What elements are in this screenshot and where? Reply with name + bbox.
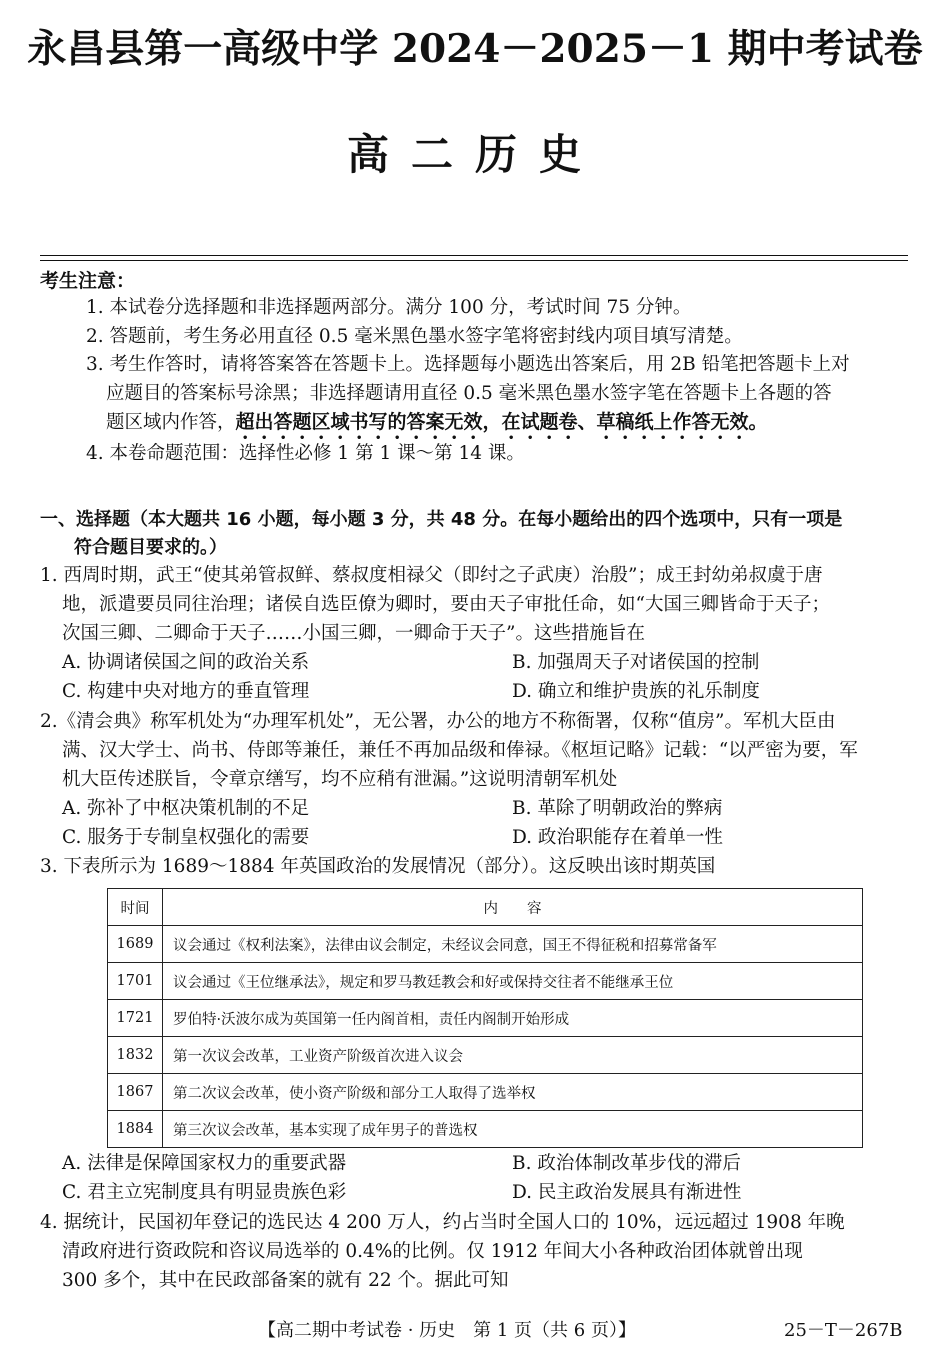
q1-stem-line-2: 地，派遣要员同往治理；诸侯自选臣僚为卿时，要由天子审批任命，如“大国三卿皆命于天子；	[62, 594, 830, 615]
q3-option-d: D. 民主政治发展具有渐进性	[512, 1182, 742, 1203]
q4-stem-line-2: 清政府进行资政院和咨议局选举的 0.4%的比例。仅 1912 年间大小各种政治团体就曾出现	[62, 1241, 803, 1262]
q3-option-b: B. 政治体制改革步伐的滞后	[512, 1153, 741, 1174]
exam-code: 25－T－267B	[784, 1320, 903, 1341]
q3-option-a: A. 法律是保障国家权力的重要武器	[62, 1153, 347, 1174]
table-cell-content: 议会通过《王位继承法》，规定和罗马教廷教会和好或保持交往者不能继承王位	[163, 963, 863, 1000]
q2-stem-line-1: 2.《清会典》称军机处为“办理军机处”，无公署，办公的地方不称衙署，仅称“值房”。军机大臣由	[40, 711, 836, 732]
q2-option-b: B. 革除了明朝政治的弊病	[512, 798, 723, 819]
notice-heading: 考生注意：	[40, 270, 136, 292]
q3-option-c: C. 君主立宪制度具有明显贵族色彩	[62, 1182, 347, 1203]
table-cell-year: 1884	[108, 1111, 163, 1148]
section-heading-line-2: 符合题目要求的。）	[74, 537, 227, 558]
table-row	[108, 963, 863, 1000]
table-cell-content: 议会通过《权利法案》，法律由议会制定，未经议会同意，国王不得征税和招募常备军	[163, 926, 863, 963]
q2-stem-line-2: 满、汉大学士、尚书、侍郎等兼任，兼任不再加品级和俸禄。《枢垣记略》记载：“以严密为要，军	[62, 740, 858, 761]
q2-option-c: C. 服务于专制皇权强化的需要	[62, 827, 310, 848]
section-heading-line-1: 一、选择题（本大题共 16 小题，每小题 3 分，共 48 分。在每小题给出的四个选项中，只有一项是	[40, 509, 843, 530]
notice-item-3-line-2: 应题目的答案标号涂黑；非选择题请用直径 0.5 毫米黑色墨水签字笔在答题卡上各题的答	[106, 383, 832, 404]
notice-item-2: 2. 答题前，考生务必用直径 0.5 毫米黑色墨水签字笔将密封线内项目填写清楚。	[86, 326, 743, 347]
table-header-row	[108, 889, 863, 926]
table-cell-content: 罗伯特·沃波尔成为英国第一任内阁首相，责任内阁制开始形成	[163, 1000, 863, 1037]
table-row	[108, 926, 863, 963]
table-cell-year: 1832	[108, 1037, 163, 1074]
notice-item-1: 1. 本试卷分选择题和非选择题两部分。满分 100 分，考试时间 75 分钟。	[86, 297, 692, 318]
q1-stem-line-1: 1. 西周时期，武王“使其弟管叔鲜、蔡叔度相禄父（即纣之子武庚）治殷”；成王封幼弟叔虞于唐	[40, 565, 823, 586]
table-cell-year: 1721	[108, 1000, 163, 1037]
notice-item-3-plain: 题区域内作答，	[106, 412, 236, 433]
page-footer: 【高二期中考试卷 · 历史 第 1 页（共 6 页）】	[258, 1320, 636, 1341]
q1-option-c: C. 构建中央对地方的垂直管理	[62, 681, 310, 702]
table-cell-content: 第三次议会改革，基本实现了成年男子的普选权	[163, 1111, 863, 1148]
notice-item-3-line-1: 3. 考生作答时，请将答案答在答题卡上。选择题每小题选出答案后，用 2B 铅笔把答题卡上对	[86, 354, 850, 375]
q1-option-d: D. 确立和维护贵族的礼乐制度	[512, 681, 760, 702]
table-row	[108, 1074, 863, 1111]
table-header-content: 内 容	[163, 889, 863, 926]
table-cell-year: 1701	[108, 963, 163, 1000]
table-cell-year: 1689	[108, 926, 163, 963]
exam-title: 永昌县第一高级中学 2024－2025－1 期中考试卷	[27, 26, 923, 72]
notice-emphasis-separator: ，	[482, 411, 502, 433]
q2-option-d: D. 政治职能存在着单一性	[512, 827, 723, 848]
divider-top	[40, 255, 908, 256]
q4-stem-line-3: 300 多个，其中在民政部备案的就有 22 个。据此可知	[62, 1270, 509, 1291]
notice-item-3-line-3	[106, 408, 768, 444]
table-cell-content: 第二次议会改革，使小资产阶级和部分工人取得了选举权	[163, 1074, 863, 1111]
notice-item-4: 4. 本卷命题范围：选择性必修 1 第 1 课～第 14 课。	[86, 443, 525, 464]
subject-title: 高二历史	[346, 130, 603, 179]
notice-emphasis-2: 在试题卷、草稿纸上作答无效。	[501, 411, 768, 433]
q1-option-a: A. 协调诸侯国之间的政治关系	[62, 652, 310, 673]
table-cell-year: 1867	[108, 1074, 163, 1111]
divider-bottom	[40, 260, 908, 261]
q2-stem-line-3: 机大臣传述朕旨，令章京缮写，均不应稍有泄漏。”这说明清朝军机处	[62, 769, 618, 790]
q1-stem-line-3: 次国三卿、二卿命于天子……小国三卿，一卿命于天子”。这些措施旨在	[62, 623, 645, 644]
q4-stem-line-1: 4. 据统计，民国初年登记的选民达 4 200 万人，约占当时全国人口的 10%，远远超过 1908 年晚	[40, 1212, 845, 1233]
q2-option-a: A. 弥补了中枢决策机制的不足	[62, 798, 310, 819]
q3-stem-line-1: 3. 下表所示为 1689～1884 年英国政治的发展情况（部分）。这反映出该时期英国	[40, 856, 716, 877]
table-row	[108, 1000, 863, 1037]
notice-emphasis-1: 超出答题区域书写的答案无效	[235, 411, 483, 433]
table-cell-content: 第一次议会改革，工业资产阶级首次进入议会	[163, 1037, 863, 1074]
table-row	[108, 1111, 863, 1148]
table-row	[108, 1037, 863, 1074]
q1-option-b: B. 加强周天子对诸侯国的控制	[512, 652, 760, 673]
table-header-time: 时间	[108, 889, 163, 926]
q3-history-table	[107, 888, 863, 1148]
